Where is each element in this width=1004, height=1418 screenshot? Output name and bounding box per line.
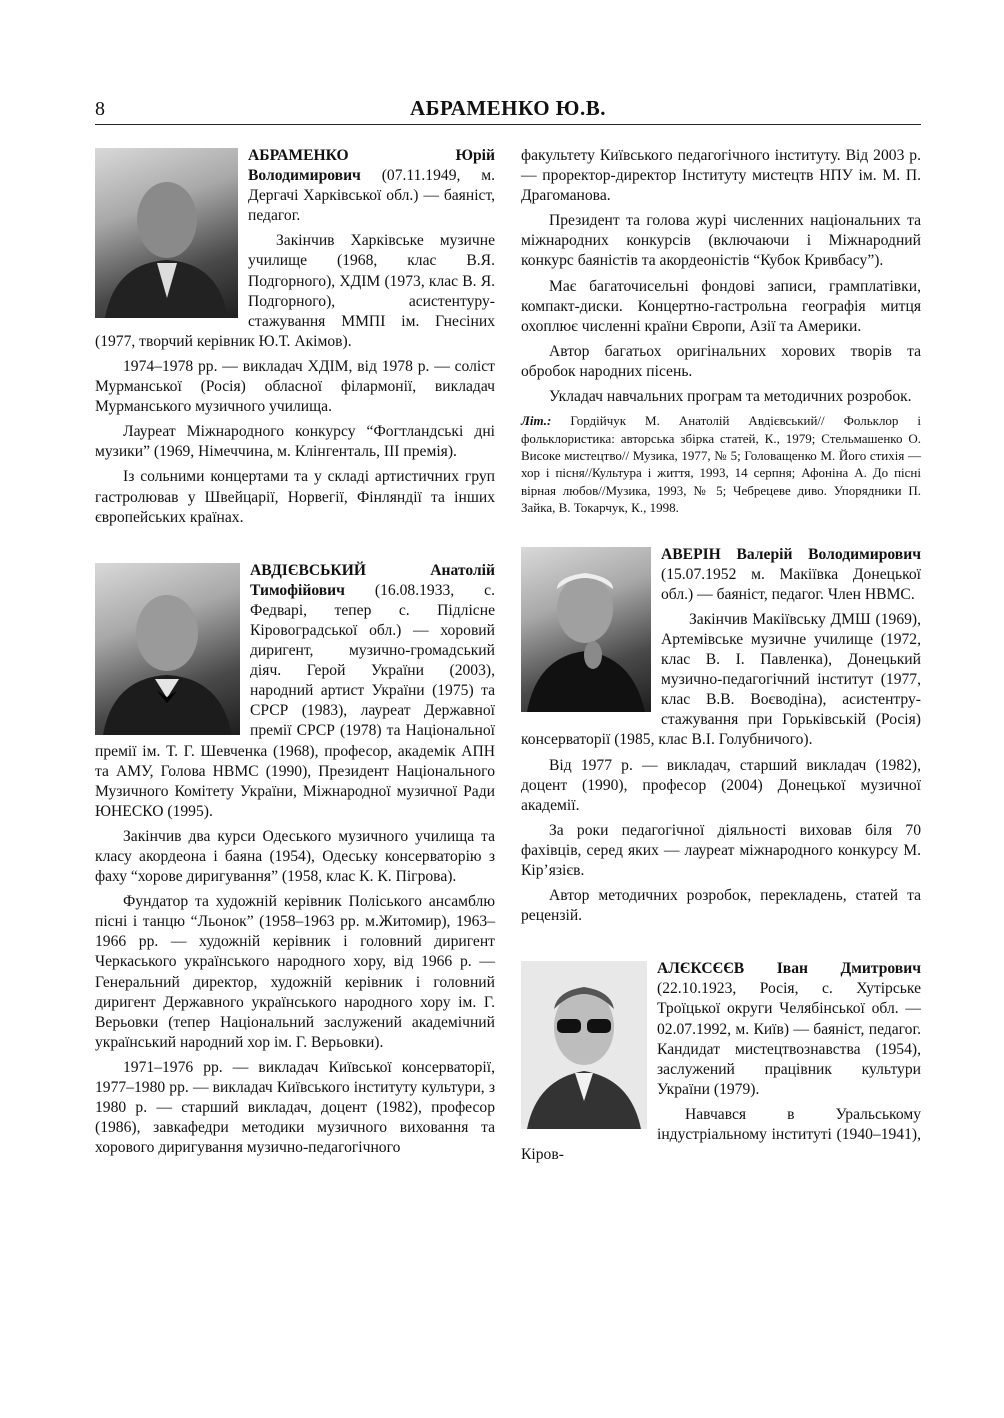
portrait-photo-icon [521,961,647,1129]
entry-name: АЛЄКСЄЄВ Іван Дмитрович [657,960,921,978]
entry-alieksieiev [521,959,921,1165]
running-title: АБРАМЕНКО Ю.В. [410,96,606,120]
entry-paragraph: Навчався в Уральському індустріальному інституті (1940–1941), Кіров- [521,1105,921,1164]
entry-lead: (15.07.1952 м. Макіївка Донецької обл.) — баяніст, педагог. Член НВМС. [661,565,921,603]
entry-paragraph: Укладач навчальних програм та методичних розробок. [549,388,912,406]
entry-lead: (07.11.1949, м. Дергачі Харківської обл.) — баяніст, педагог. [248,167,495,225]
entry-gap [95,533,495,561]
portrait-photo-icon [95,148,238,318]
entry-abramenko [95,146,495,528]
entry-paragraph: Закінчив Харківське музичне училище (1968, клас В.Я. Подгорного), ХДІМ (1973, клас В. Я. Подгорного), асистентуру-стажування ММПІ ім. Гнесіних (1977, творчий керівник Ю.Т. Акімов). [95,232,495,350]
entry-name: АБРАМЕНКО Юрій Володимирович [248,147,495,185]
entry-averin [521,545,921,927]
literature-text: Гордійчук М. Анатолій Авдієвський// Фольклор і фольклористика: авторська збірка статей, К., 1979; Стельмашенко О. Високе мистецтво// Музика, 1977, № 5; Головащенко М. Його стихія — хор і пісня//Культура і життя, 1993, 14 серпня; Афоніна А. До пісні вірная любов//Музика, 1993, № 5; Чебрецеве диво. Упорядники П. Зайка, В. Токарчук, К., 1998. [521,413,921,516]
entry-paragraph: Автор багатьох оригінальних хорових творів та обробок народних пісень. [521,342,921,380]
entry-paragraph: Лауреат Міжнародного конкурсу “Фогтландські дні музики” (1969, Німеччина, м. Клінгенталь, ІІІ премія). [95,423,495,461]
portrait-photo-icon [95,563,240,735]
portrait-photo-icon [521,547,651,712]
entry-paragraph: Фундатор та художній керівник Поліського ансамблю пісні і танцю “Льонок” (1958–1963 рр. м.Житомир), 1963–1966 рр. — художній керівник і головний диригент Черкаського українського народного хору, від 1966 р. — Генеральний директор, художній керівник і головний диригент Державного українського народного хору ім. Г. Верьовки (тепер Національний заслужений академічний український народний хор ім. Г. Верьовки). [95,893,495,1051]
left-column [95,146,495,1163]
entry-gap [521,517,921,545]
entry-paragraph: 1971–1976 рр. — викладач Київської консерваторії, 1977–1980 рр. — викладач Київського інституту культури, з 1980 р. — старший викладач, доцент (1982), професор (1986), завкафедри методики музичного виховання та хорового диригування музично-педагогічного [95,1058,495,1157]
entry-avdievskyi [95,561,495,1159]
entry-paragraph: За роки педагогічної діяльності виховав біля 70 фахівців, серед яких — лауреат міжнародного конкурсу М. Кір’язієв. [521,821,921,879]
entry-paragraph: Автор методичних розробок, перекладень, статей та рецензій. [521,887,921,925]
entry-paragraph: Має багаточисельні фондові записи, грамплатівки, компакт-диски. Концертно-гастрольна географія митця охоплює численні країни Європи, Азії та Америки. [521,277,921,335]
entry-gap [521,931,921,959]
right-column [521,146,921,1170]
header-rule [95,124,921,125]
entry-paragraph: 1974–1978 рр. — викладач ХДІМ, від 1978 р. — соліст Мурманської (Росія) обласної філармонії, викладач Мурманського музичного училища. [95,357,495,416]
page-number: 8 [95,98,105,120]
entry-paragraph: Із сольними концертами та у складі артистичних груп гастролював у Швейцарії, Норвегії, Фінляндії та інших європейських країнах. [95,468,495,526]
entry-paragraph: Президент та голова журі численних національних та міжнародних конкурсів (включаючи і Міжнародний конкурс баяністів та акордеоністів “Кубок Кривбасу”). [521,212,921,270]
literature-label: Літ.: [521,413,552,429]
entry-paragraph: Від 1977 р. — викладач, старший викладач (1982), доцент (1990), професор (2004) Донецької музичної академії. [521,756,921,814]
entry-paragraph: Закінчив Макіївську ДМШ (1969), Артемівське музичне училище (1972, клас В. І. Павленка), Донецький музично-педагогічний інститут (1977, клас В.В. Воєводіна), асистентру-стажування при Горьківській (Росія) консерваторії (1985, клас В.І. Голубничого). [521,610,921,749]
entry-paragraph-continued: факультету Київського педагогічного інституту. Від 2003 р. — проректор-директор Інституту мистецтв НПУ ім. М. П. Драгоманова. [521,147,921,205]
literature-references [521,412,921,516]
entry-paragraph: Закінчив два курси Одеського музичного училища та класу акордеона і баяна (1954), Одеську консерваторію з фаху “хорове диригування” (1958, клас К. К. Пігрова). [95,827,495,886]
entry-name: АВЕРІН Валерій Володимирович [661,545,921,563]
entry-lead: (22.10.1923, Росія, с. Хутірське Троїцької округи Челябінської обл. — 02.07.1992, м. Київ) — баяніст, педагог. Кандидат мистецтвознавства (1954), заслужений працівник культури України (1979). [657,980,921,1098]
entry-lead: (16.08.1933, с. Федварі, тепер с. Підлісне Кіровоградської обл.) — хоровий диригент, музично-громадський діяч. Герой України (2003), народний артист України (1975) та СРСР (1983), лауреат Державної премії СРСР (1978) та Національної премії ім. Т. Г. Шевченка (1968), професор, академік АПН та АМУ, Голова НВМС (1990), Президент Національного Музичного Комітету України, Міжнародної музичної Ради ЮНЕСКО (1995). [95,581,495,820]
entry-name: АВДІЄВСЬКИЙ Анатолій Тимофійович [250,561,495,599]
